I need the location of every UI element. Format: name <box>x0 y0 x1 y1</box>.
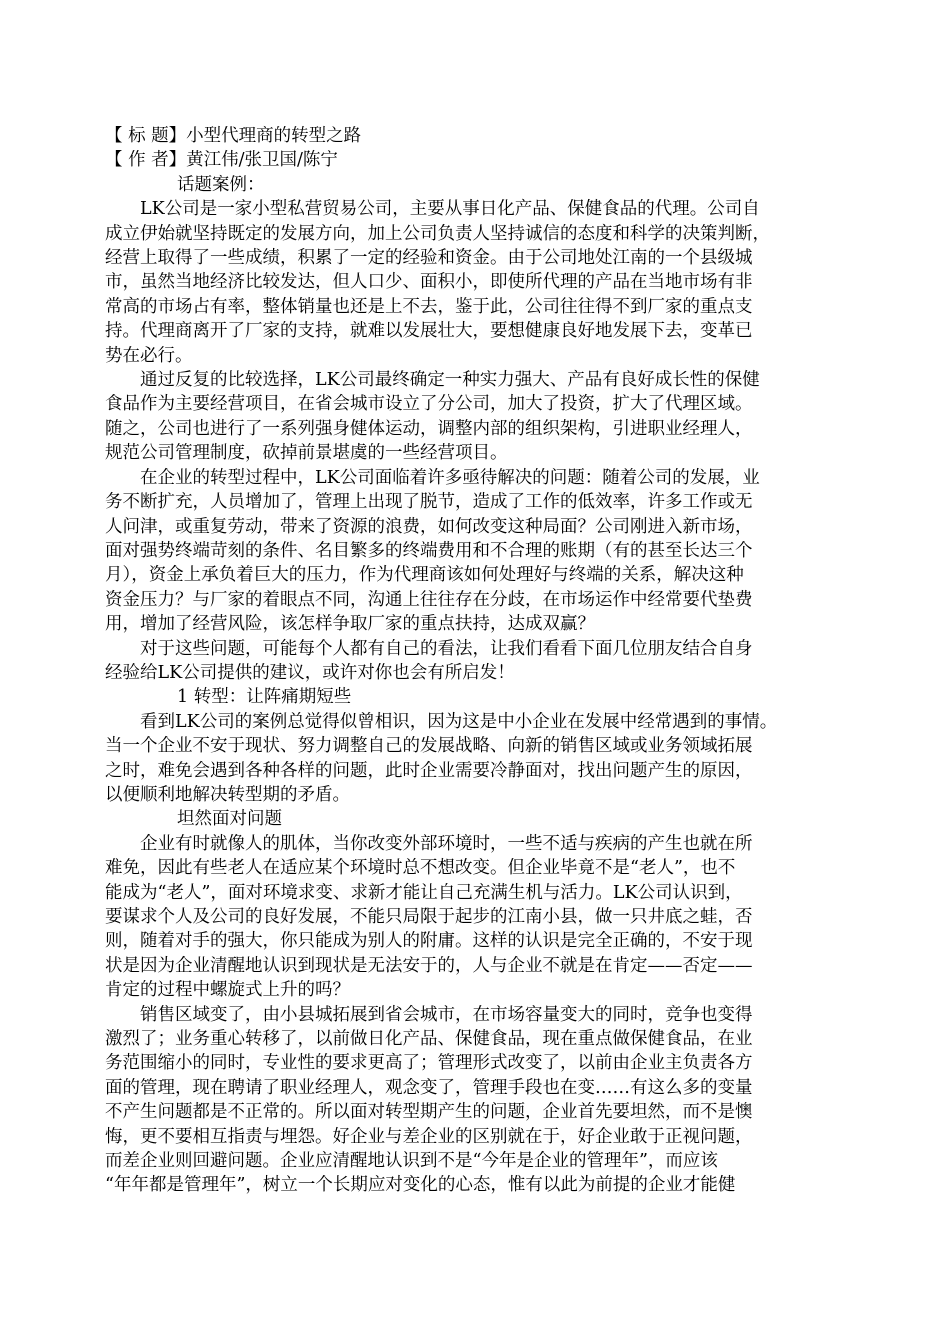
paragraph-line: 销售区域变了，由小县城拓展到省会城市，在市场容量变大的同时，竞争也变得 <box>140 1004 753 1025</box>
paragraph-5 <box>105 710 829 808</box>
paragraph-2 <box>105 368 829 466</box>
paragraph-line: 悔，更不要相互指责与埋怨。好企业与差企业的区别就在于，好企业敢于正视问题， <box>105 1126 753 1147</box>
paragraph-7 <box>105 1003 829 1198</box>
paragraph-line: 面的管理，现在聘请了职业经理人，观念变了，管理手段也在变……有这么多的变量 <box>105 1077 753 1098</box>
paragraph-line: 市，虽然当地经济比较发达，但人口少、面积小，即使所代理的产品在当地市场有非 <box>105 272 753 293</box>
author-label: 【 作 者】 <box>105 150 187 171</box>
paragraph-line: 以便顺利地解决转型期的矛盾。 <box>105 784 350 805</box>
paragraph-4 <box>105 637 829 686</box>
paragraph-line: 要谋求个人及公司的良好发展，不能只局限于起步的江南小县，做一只井底之蛙，否 <box>105 907 753 927</box>
paragraph-line: “年年都是管理年”，树立一个长期应对变化的心态，惟有以此为前提的企业才能健 <box>105 1175 736 1196</box>
paragraph-line: 随之，公司也进行了一系列强身健体运动，调整内部的组织架构，引进职业经理人， <box>105 418 753 439</box>
paragraph-line: 状是因为企业清醒地认识到现状是无法安于的，人与企业不就是在肯定——否定—— <box>105 955 753 976</box>
paragraph-line: 持。代理商离开了厂家的支持，就难以发展壮大，要想健康良好地发展下去，变革已 <box>105 321 753 342</box>
paragraph-line: 经营上取得了一些成绩，积累了一定的经验和资金。由于公司地处江南的一个县级城 <box>105 248 753 269</box>
title-label: 【 标 题】 <box>105 126 187 146</box>
paragraph-line: 规范公司管理制度，砍掉前景堪虞的一些经营项目。 <box>105 443 508 464</box>
paragraph-line: 成立伊始就坚持既定的发展方向，加上公司负责人坚持诚信的态度和科学的决策判断， <box>105 223 770 244</box>
case-heading: 话题案例： <box>177 174 265 195</box>
paragraph-line: 务范围缩小的同时，专业性的要求更高了；管理形式改变了，以前由企业主负责各方 <box>105 1053 753 1074</box>
paragraph-line: 激烈了；业务重心转移了，以前做日化产品、保健食品，现在重点做保健食品，在业 <box>105 1029 753 1050</box>
paragraph-line: 肯定的过程中螺旋式上升的吗？ <box>105 980 350 1001</box>
paragraph-line: 面对强势终端苛刻的条件、名目繁多的终端费用和不合理的账期（有的甚至长达三个 <box>105 540 753 561</box>
paragraph-line: 人问津，或重复劳动，带来了资源的浪费，如何改变这种局面？公司刚进入新市场， <box>105 516 753 537</box>
paragraph-line: 能成为“老人”，面对环境求变、求新才能让自己充满生机与活力。LK公司认识到， <box>105 882 743 903</box>
paragraph-line: 对于这些问题，可能每个人都有自己的看法，让我们看看下面几位朋友结合自身 <box>140 638 753 659</box>
article-body <box>105 124 829 1198</box>
paragraph-line: 看到LK公司的案例总觉得似曾相识，因为这是中小企业在发展中经常遇到的事情。 <box>140 711 778 732</box>
title-row <box>105 124 829 148</box>
paragraph-line: 之时，难免会遇到各种各样的问题，此时企业需要冷静面对，找出问题产生的原因， <box>105 760 753 781</box>
paragraph-line: 用，增加了经营风险，该怎样争取厂家的重点扶持，达成双赢？ <box>105 614 595 635</box>
paragraph-line: LK公司是一家小型私营贸易公司，主要从事日化产品、保健食品的代理。公司自 <box>140 199 760 220</box>
paragraph-line: 常高的市场占有率，整体销量也还是上不去，鉴于此，公司往往得不到厂家的重点支 <box>105 296 753 317</box>
paragraph-line: 通过反复的比较选择，LK公司最终确定一种实力强大、产品有良好成长性的保健 <box>140 370 760 391</box>
paragraph-1 <box>105 197 829 368</box>
paragraph-6 <box>105 832 829 1003</box>
paragraph-line: 势在必行。 <box>105 345 193 366</box>
article-title: 小型代理商的转型之路 <box>186 126 362 146</box>
paragraph-line: 难免，因此有些老人在适应某个环境时总不想改变。但企业毕竟不是“老人”，也不 <box>105 858 736 879</box>
paragraph-line: 而差企业则回避问题。企业应清醒地认识到不是“今年是企业的管理年”，而应该 <box>105 1151 718 1172</box>
paragraph-line: 务不断扩充，人员增加了，管理上出现了脱节，造成了工作的低效率，许多工作或无 <box>105 492 753 513</box>
section-1-heading: 1 转型：让阵痛期短些 <box>177 687 352 708</box>
paragraph-line: 资金压力？与厂家的着眼点不同，沟通上往往存在分歧，在市场运作中经常要代垫费 <box>105 589 753 610</box>
author-row <box>105 148 829 172</box>
paragraph-line: 在企业的转型过程中，LK公司面临着许多亟待解决的问题：随着公司的发展，业 <box>140 467 760 488</box>
paragraph-line: 则，随着对手的强大，你只能成为别人的附庸。这样的认识是完全正确的，不安于现 <box>105 931 753 952</box>
paragraph-line: 当一个企业不安于现状、努力调整自己的发展战略、向新的销售区域或业务领域拓展 <box>105 736 753 757</box>
paragraph-line: 经验给LK公司提供的建议，或许对你也会有所启发！ <box>105 662 515 683</box>
paragraph-3 <box>105 466 829 637</box>
paragraph-line: 不产生问题都是不正常的。所以面对转型期产生的问题，企业首先要坦然，而不是懊 <box>105 1102 753 1123</box>
article-authors: 黄江伟/张卫国/陈宁 <box>186 150 338 171</box>
subsection-heading: 坦然面对问题 <box>177 809 282 830</box>
paragraph-line: 企业有时就像人的肌体，当你改变外部环境时，一些不适与疾病的产生也就在所 <box>140 833 753 854</box>
paragraph-line: 月），资金上承负着巨大的压力，作为代理商该如何处理好与终端的关系，解决这种 <box>105 565 744 586</box>
paragraph-line: 食品作为主要经营项目，在省会城市设立了分公司，加大了投资，扩大了代理区域。 <box>105 394 753 415</box>
